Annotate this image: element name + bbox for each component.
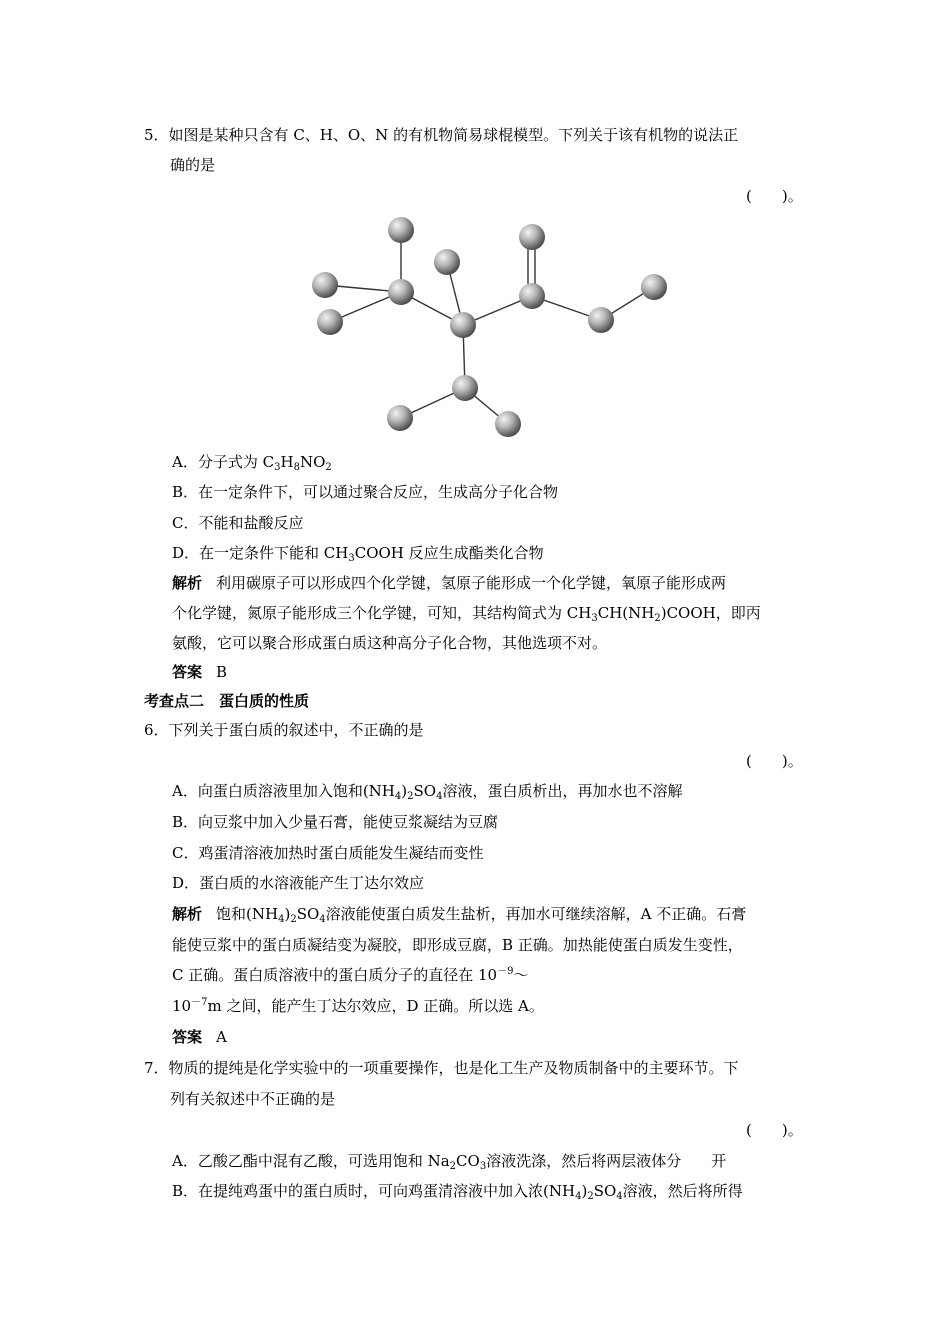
q6-answer-blank: ( )。 (746, 752, 803, 770)
atom-ball (388, 217, 414, 243)
section-heading: 考查点二 蛋白质的性质 (144, 692, 310, 710)
atom-ball (519, 283, 545, 309)
q6-option-d: D．蛋白质的水溶液能产生丁达尔效应 (172, 874, 425, 892)
analysis-label: 解析 (172, 905, 203, 923)
atom-ball (434, 249, 460, 275)
atom-ball (388, 279, 414, 305)
atom-ball (641, 274, 667, 300)
q7-option-a: A．乙酸乙酯中混有乙酸，可选用饱和 $Na_2CO_3$溶液洗涤，然后将两层液体分 开 (172, 1152, 727, 1172)
q6-option-a: A．向蛋白质溶液里加入饱和$(NH_4)_2SO_4$溶液，蛋白质析出，再加水也不溶解 (172, 782, 683, 802)
q6-stem: 6．下列关于蛋白质的叙述中，不正确的是 (144, 721, 424, 739)
q6-option-b: B．向豆浆中加入少量石膏，能使豆浆凝结为豆腐 (172, 813, 499, 831)
q6-analysis-line4: $10^{-7}m$ 之间，能产生丁达尔效应，D 正确。所以选 A。 (172, 997, 544, 1015)
q5-option-d: D．在一定条件下能和 $CH_3COOH$ 反应生成酯类化合物 (172, 544, 544, 564)
q6-analysis-line3: C 正确。蛋白质溶液中的蛋白质分子的直径在 $10^{-9}\sim$ (172, 966, 529, 984)
q5-analysis-line3: 氨酸，它可以聚合形成蛋白质这种高分子化合物，其他选项不对。 (172, 634, 608, 652)
atom-ball (312, 272, 338, 298)
q7-answer-blank: ( )。 (746, 1121, 803, 1139)
q6-analysis-line2: 能使豆浆中的蛋白质凝结变为凝胶，即形成豆腐，B 正确。加热能使蛋白质发生变性， (172, 936, 743, 954)
atom-ball (519, 224, 545, 250)
answer-label: 答案 (172, 1028, 203, 1046)
q7-stem-line1: 7．物质的提纯是化学实验中的一项重要操作，也是化工生产及物质制备中的主要环节。下 (144, 1059, 739, 1077)
q5-stem-line1: 5．如图是某种只含有 C、H、O、N 的有机物简易球棍模型。下列关于该有机物的说法正 (144, 126, 739, 144)
q5-option-c: C．不能和盐酸反应 (172, 514, 304, 532)
q5-answer: 答案 B (172, 663, 228, 681)
q5-option-a: A．分子式为 $C_3H_8NO_2$ (172, 453, 332, 473)
q6-analysis-line1: 解析 饱和$(NH_4)_2SO_4$溶液能使蛋白质发生盐析，再加水可继续溶解，A 不正确。石膏 (172, 905, 747, 925)
atom-ball (588, 307, 614, 333)
q5-analysis-line1: 解析 利用碳原子可以形成四个化学键，氢原子能形成一个化学键，氧原子能形成两 (172, 574, 727, 592)
q5-answer-blank: ( )。 (746, 187, 803, 205)
atom-ball (452, 375, 478, 401)
q7-stem-line2: 列有关叙述中不正确的是 (170, 1090, 336, 1108)
q6-option-c: C．鸡蛋清溶液加热时蛋白质能发生凝结而变性 (172, 844, 484, 862)
q5-stem-line2: 确的是 (170, 156, 216, 174)
q5-option-b: B．在一定条件下，可以通过聚合反应，生成高分子化合物 (172, 483, 559, 501)
analysis-label: 解析 (172, 574, 203, 592)
atom-ball (495, 411, 521, 437)
q5-analysis-line2: 个化学键，氮原子能形成三个化学键，可知，其结构简式为 $CH_3CH(NH_2)COOH$，即丙 (172, 604, 761, 624)
atom-ball (387, 405, 413, 431)
ball-and-stick-model (295, 210, 685, 450)
answer-label: 答案 (172, 663, 203, 681)
atom-ball (317, 309, 343, 335)
q7-option-b: B．在提纯鸡蛋中的蛋白质时，可向鸡蛋清溶液中加入浓$(NH_4)_2SO_4$溶液，然后将所得 (172, 1182, 743, 1202)
atom-ball (450, 312, 476, 338)
q6-answer: 答案 A (172, 1028, 227, 1046)
